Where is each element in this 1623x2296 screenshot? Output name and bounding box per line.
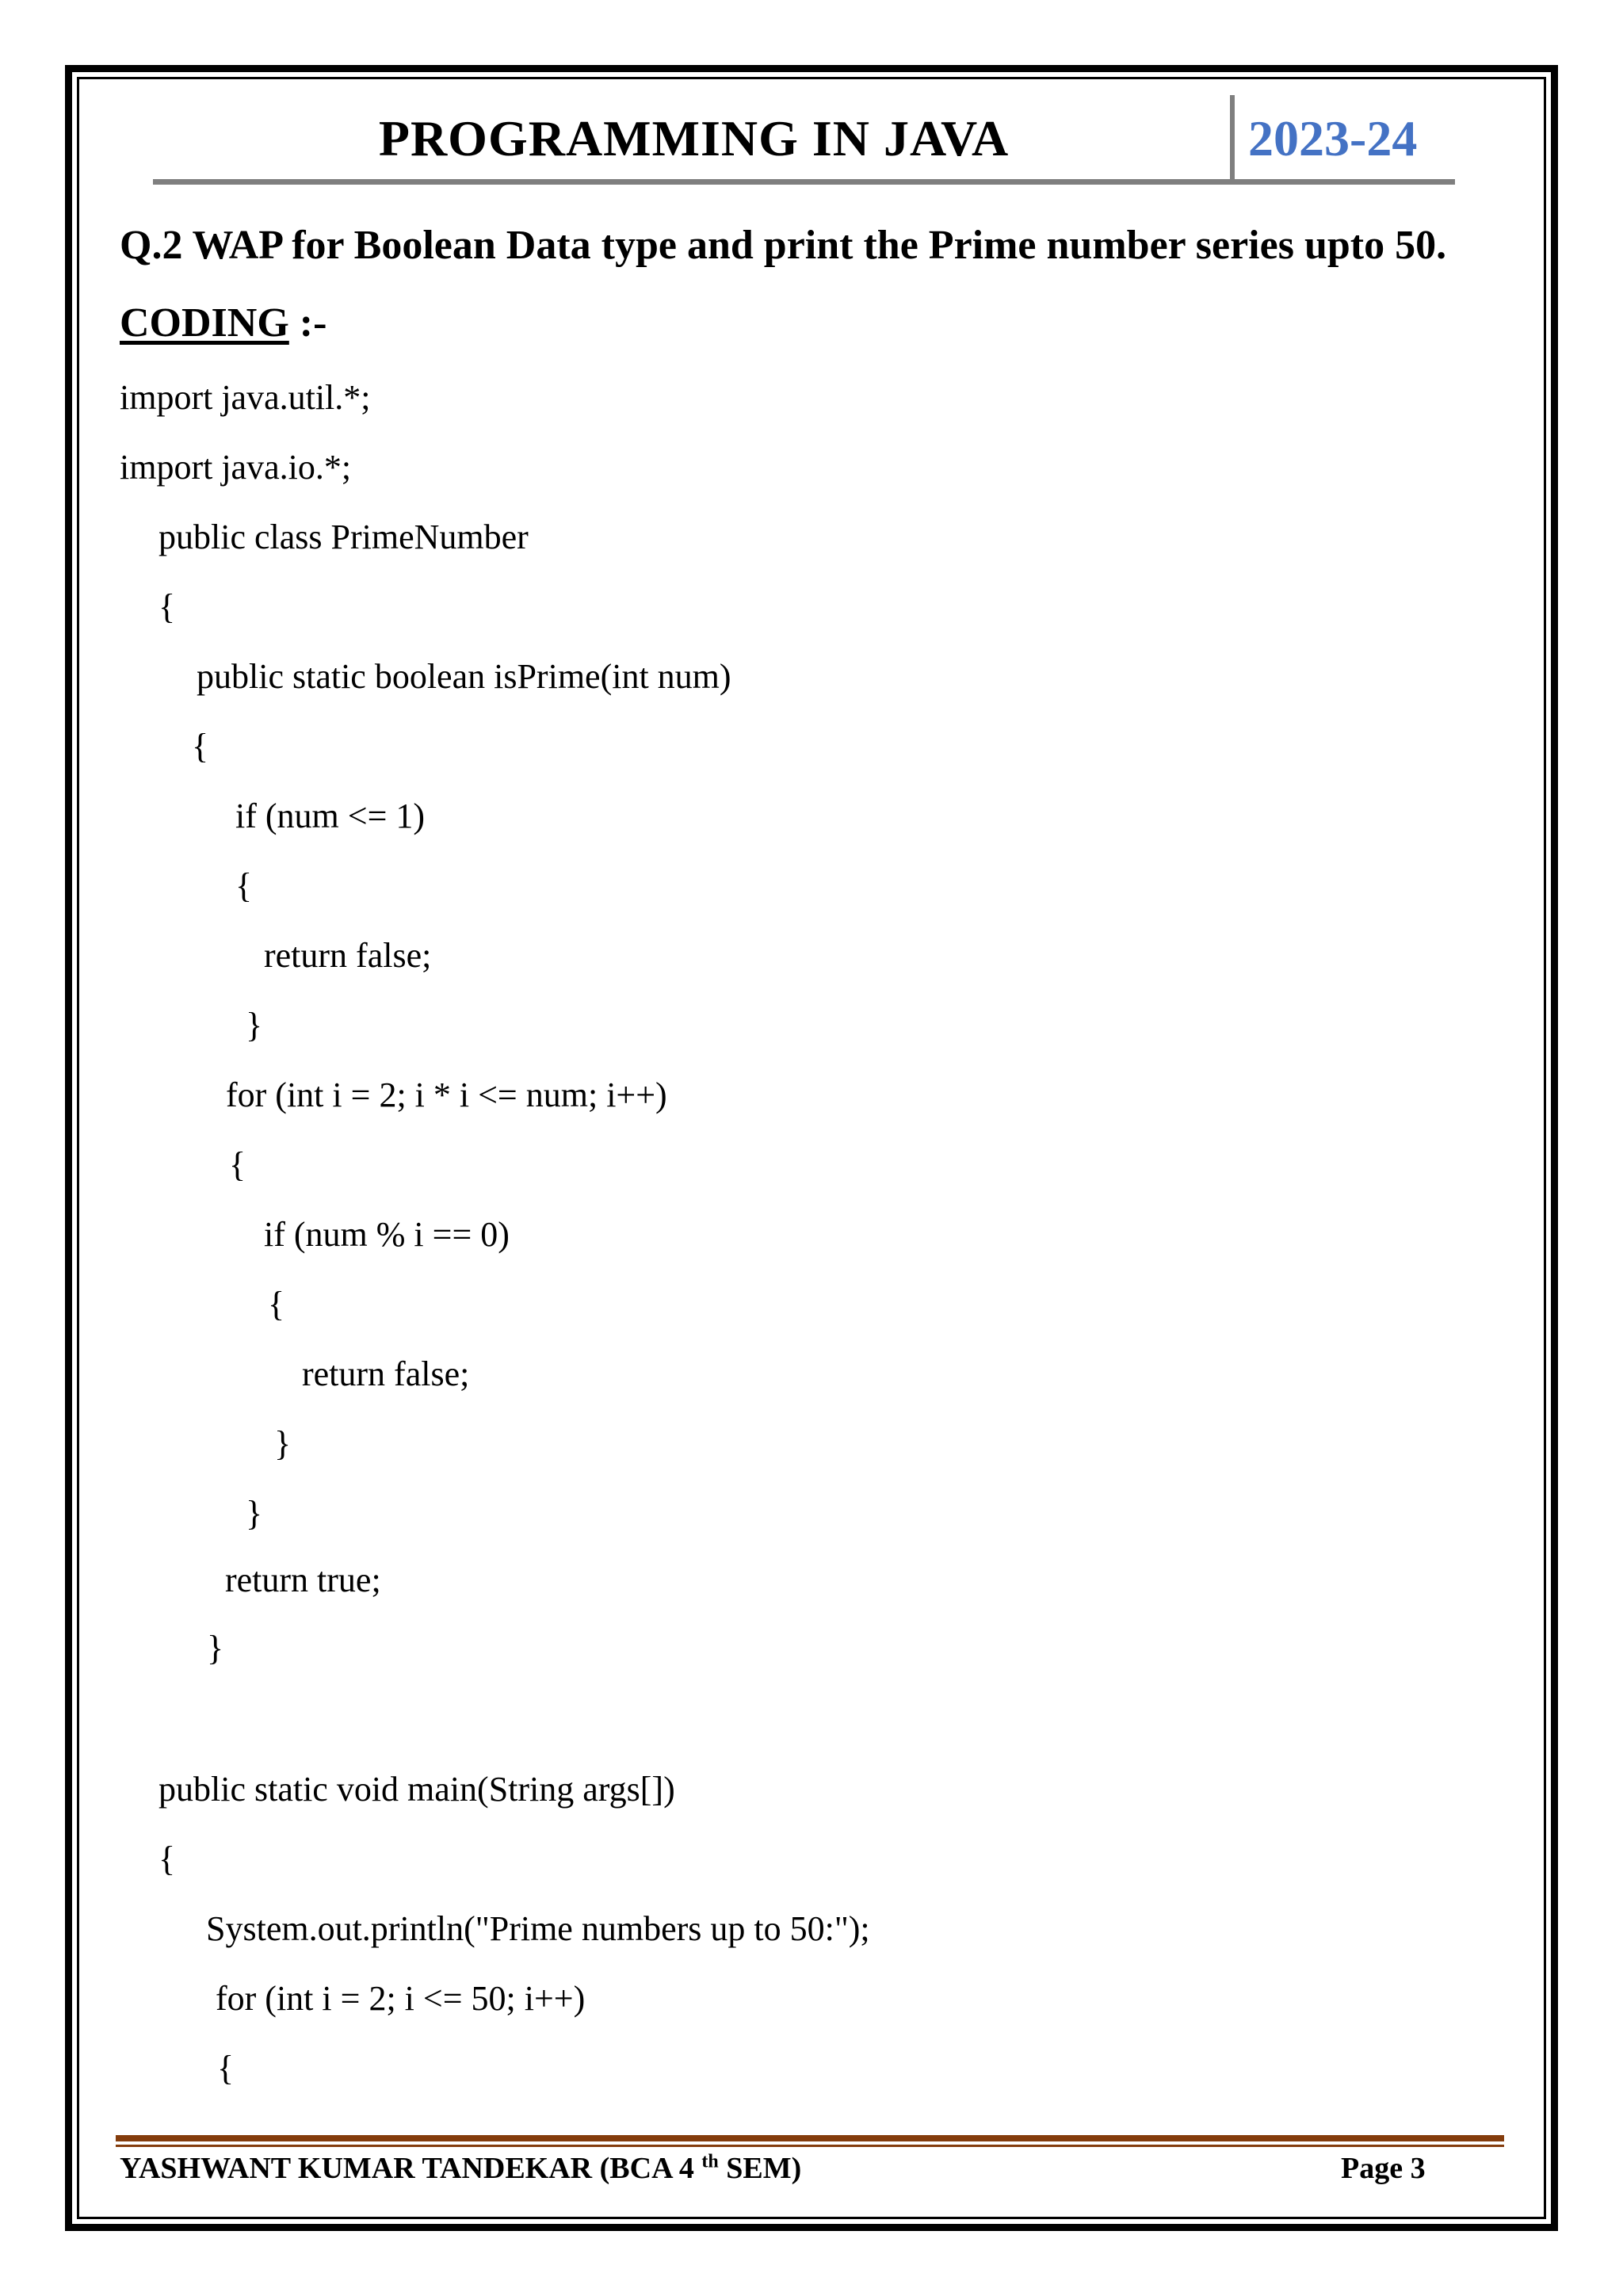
code-line: import java.io.*; — [120, 448, 352, 487]
code-line: for (int i = 2; i * i <= num; i++) — [226, 1075, 667, 1114]
code-line: { — [235, 866, 253, 905]
footer-author-suffix: SEM) — [718, 2152, 802, 2185]
coding-label: CODING — [120, 300, 289, 346]
code-line: public class PrimeNumber — [158, 518, 529, 556]
footer-author-sup: th — [701, 2151, 719, 2172]
question-text: Q.2 WAP for Boolean Data type and print the Prime number series upto 50. — [120, 223, 1447, 268]
code-line: { — [158, 587, 176, 626]
code-line: } — [246, 1494, 263, 1533]
code-line: System.out.println("Prime numbers up to 50:"); — [206, 1909, 870, 1948]
header-year: 2023-24 — [1248, 110, 1418, 166]
code-line: { — [192, 727, 209, 766]
footer-rule — [116, 2135, 1504, 2141]
coding-suffix: :- — [288, 300, 327, 346]
code-line: if (num <= 1) — [235, 797, 426, 835]
header-rule — [153, 179, 1455, 185]
code-line: } — [207, 1629, 224, 1668]
code-line: { — [158, 1839, 176, 1878]
code-line: } — [246, 1006, 263, 1045]
code-line: for (int i = 2; i <= 50; i++) — [216, 1979, 586, 2018]
code-line: return true; — [225, 1561, 381, 1599]
code-line: public static boolean isPrime(int num) — [197, 657, 731, 696]
header-divider — [1230, 95, 1235, 184]
code-line: { — [217, 2049, 235, 2088]
code-line: } — [274, 1424, 292, 1463]
code-line: return false; — [264, 936, 432, 975]
footer-page-number: Page 3 — [1341, 2152, 1426, 2185]
code-line: import java.util.*; — [120, 378, 371, 417]
code-line: if (num % i == 0) — [264, 1215, 510, 1254]
page-header — [153, 95, 1455, 184]
footer-rule-thin — [116, 2145, 1504, 2147]
header-title: PROGRAMMING IN JAVA — [378, 110, 1010, 166]
footer-author-name: YASHWANT KUMAR TANDEKAR (BCA 4 — [120, 2152, 694, 2185]
code-line: { — [229, 1145, 246, 1184]
footer-author — [120, 2151, 801, 2186]
coding-heading — [120, 300, 327, 346]
code-line: return false; — [302, 1354, 470, 1393]
code-line: { — [268, 1285, 285, 1324]
code-line: public static void main(String args[]) — [158, 1770, 675, 1809]
